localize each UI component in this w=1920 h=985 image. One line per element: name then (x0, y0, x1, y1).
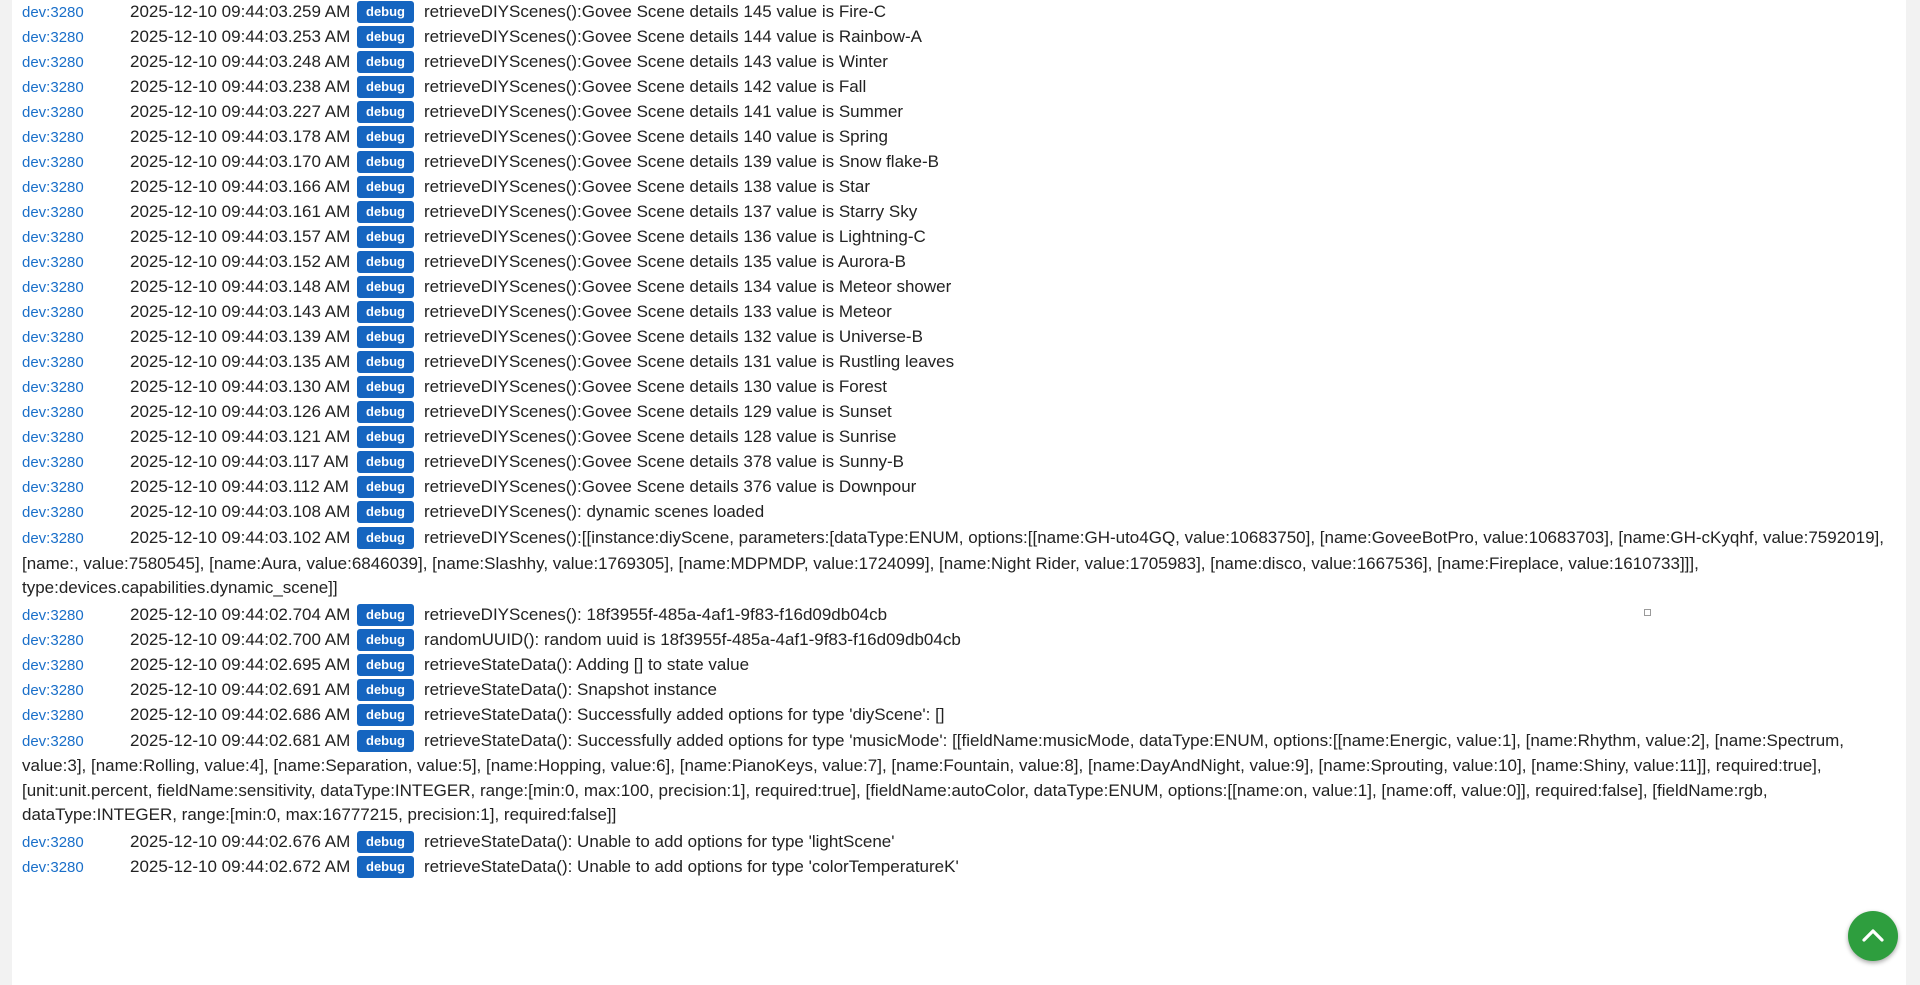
log-timestamp: 2025-12-10 09:44:02.704 AM (130, 604, 351, 624)
log-row (12, 400, 1906, 425)
log-message: retrieveDIYScenes():Govee Scene details 141 value is Summer (424, 102, 904, 121)
log-timestamp: 2025-12-10 09:44:03.148 AM (130, 277, 351, 296)
log-message: retrieveDIYScenes():[[instance:diyScene, parameters:[dataType:ENUM, options:[[name:GH-uto4GQ, value:10683750], [name:GoveeBotPro, value:10683703], [name:GH-cKyqhf, value:7592019], [name:, value:7580545], [name:Aura, value:6846039], [name:Slashhy, value:1769305], [name:MDPMDP, value:1724099], [name:Night Rider, value:1705983], [name:disco, value:1667536], [name:Fireplace, value:1610733]]], type:devices.capabilities.dynamic_scene]] (22, 528, 1884, 597)
log-level-badge: debug (357, 176, 414, 198)
log-source-link[interactable]: dev:3280 (22, 29, 84, 46)
log-source-link[interactable]: dev:3280 (22, 656, 84, 674)
log-row (12, 300, 1906, 325)
log-timestamp: 2025-12-10 09:44:03.102 AM (130, 528, 351, 547)
log-message: retrieveStateData(): Snapshot instance (424, 679, 717, 699)
log-level-badge: debug (357, 451, 414, 473)
log-message: retrieveDIYScenes():Govee Scene details 137 value is Starry Sky (424, 202, 918, 221)
log-source-link[interactable]: dev:3280 (22, 858, 84, 876)
log-level-badge: debug (357, 1, 414, 23)
log-timestamp: 2025-12-10 09:44:03.126 AM (130, 402, 351, 421)
log-source-link[interactable]: dev:3280 (22, 4, 84, 21)
log-timestamp: 2025-12-10 09:44:03.227 AM (130, 102, 351, 121)
log-list (12, 0, 1906, 880)
log-source-link[interactable]: dev:3280 (22, 204, 84, 221)
log-message: retrieveDIYScenes():Govee Scene details 128 value is Sunrise (424, 427, 897, 446)
log-message: retrieveDIYScenes():Govee Scene details 143 value is Winter (424, 52, 888, 71)
log-timestamp: 2025-12-10 09:44:02.681 AM (130, 730, 351, 750)
log-row (12, 275, 1906, 300)
log-level-badge: debug (357, 76, 414, 98)
log-level-badge: debug (357, 401, 414, 423)
log-level-badge: debug (357, 501, 414, 523)
log-source-link[interactable]: dev:3280 (22, 329, 84, 346)
log-source-link[interactable]: dev:3280 (22, 379, 84, 396)
log-row (12, 425, 1906, 450)
log-row (12, 475, 1906, 500)
log-row (12, 628, 1906, 653)
log-row (12, 350, 1906, 375)
scroll-to-top-button[interactable] (1848, 911, 1898, 961)
log-timestamp: 2025-12-10 09:44:03.143 AM (130, 302, 351, 321)
log-row (12, 728, 1906, 830)
log-source-link[interactable]: dev:3280 (22, 454, 84, 471)
log-source-link[interactable]: dev:3280 (22, 229, 84, 246)
log-level-badge: debug (357, 704, 414, 726)
log-source-link[interactable]: dev:3280 (22, 354, 84, 371)
log-timestamp: 2025-12-10 09:44:03.117 AM (130, 452, 349, 471)
log-source-link[interactable]: dev:3280 (22, 429, 84, 446)
log-level-badge: debug (357, 251, 414, 273)
log-source-link[interactable]: dev:3280 (22, 833, 84, 851)
log-timestamp: 2025-12-10 09:44:03.248 AM (130, 52, 351, 71)
log-source-link[interactable]: dev:3280 (22, 631, 84, 649)
log-message: retrieveDIYScenes():Govee Scene details 142 value is Fall (424, 77, 867, 96)
log-row (12, 500, 1906, 525)
log-level-badge: debug (357, 604, 414, 626)
log-source-link[interactable]: dev:3280 (22, 706, 84, 724)
log-row (12, 50, 1906, 75)
log-timestamp: 2025-12-10 09:44:03.121 AM (130, 427, 351, 446)
log-message: retrieveDIYScenes():Govee Scene details 378 value is Sunny-B (424, 452, 905, 471)
log-message: retrieveDIYScenes(): dynamic scenes loaded (424, 502, 765, 521)
log-level-badge: debug (357, 351, 414, 373)
log-level-badge: debug (357, 151, 414, 173)
log-timestamp: 2025-12-10 09:44:02.695 AM (130, 654, 351, 674)
log-row (12, 678, 1906, 703)
log-source-link[interactable]: dev:3280 (22, 304, 84, 321)
log-row (12, 125, 1906, 150)
log-message: retrieveDIYScenes():Govee Scene details 133 value is Meteor (424, 302, 892, 321)
log-source-link[interactable]: dev:3280 (22, 104, 84, 121)
log-timestamp: 2025-12-10 09:44:02.686 AM (130, 704, 351, 724)
log-message: retrieveDIYScenes():Govee Scene details 131 value is Rustling leaves (424, 352, 955, 371)
log-timestamp: 2025-12-10 09:44:03.130 AM (130, 377, 351, 396)
log-timestamp: 2025-12-10 09:44:02.700 AM (130, 629, 351, 649)
log-level-badge: debug (357, 101, 414, 123)
log-row (12, 830, 1906, 855)
log-timestamp: 2025-12-10 09:44:03.178 AM (130, 127, 351, 146)
log-message: retrieveDIYScenes():Govee Scene details 129 value is Sunset (424, 402, 892, 421)
log-row (12, 603, 1906, 628)
log-source-link[interactable]: dev:3280 (22, 404, 84, 421)
log-timestamp: 2025-12-10 09:44:03.166 AM (130, 177, 351, 196)
log-source-link[interactable]: dev:3280 (22, 279, 84, 296)
log-source-link[interactable]: dev:3280 (22, 179, 84, 196)
log-level-badge: debug (357, 326, 414, 348)
log-level-badge: debug (357, 679, 414, 701)
log-row (12, 175, 1906, 200)
log-timestamp: 2025-12-10 09:44:03.135 AM (130, 352, 351, 371)
log-row (12, 225, 1906, 250)
log-timestamp: 2025-12-10 09:44:03.238 AM (130, 77, 351, 96)
log-level-badge: debug (357, 831, 414, 853)
log-timestamp: 2025-12-10 09:44:03.139 AM (130, 327, 351, 346)
log-level-badge: debug (357, 201, 414, 223)
log-message: retrieveDIYScenes():Govee Scene details 136 value is Lightning-C (424, 227, 926, 246)
log-level-badge: debug (357, 527, 414, 549)
log-row (12, 200, 1906, 225)
log-message: retrieveDIYScenes():Govee Scene details 376 value is Downpour (424, 477, 917, 496)
log-level-badge: debug (357, 629, 414, 651)
log-row (12, 450, 1906, 475)
log-level-badge: debug (357, 654, 414, 676)
log-message: retrieveDIYScenes():Govee Scene details 135 value is Aurora-B (424, 252, 906, 271)
log-message: retrieveStateData(): Successfully added options for type 'musicMode': [[fieldName:musicMode, dataType:ENUM, options:[[name:Energic, value:1], [name:Rhythm, value:2], [name:Spectrum, value:3], [name:Rolling, value:4], [name:Separation, value:5], [name:Hopping, value:6], [name:PianoKeys, value:7], [name:Fountain, value:8], [name:DayAndNight, value:9], [name:Sprouting, value:10], [name:Shiny, value:11]], required:true], [unit:unit.percent, fieldName:sensitivity, dataType:INTEGER, range:[min:0, max:100, precision:1], required:true], [fieldName:autoColor, dataType:ENUM, options:[[name:on, value:1], [name:off, value:0]], required:false], [fieldName:rgb, dataType:INTEGER, range:[min:0, max:16777215, precision:1], required:false]] (22, 730, 1845, 824)
log-row (12, 150, 1906, 175)
log-message: retrieveDIYScenes():Govee Scene details 145 value is Fire-C (424, 2, 887, 21)
log-source-link[interactable]: dev:3280 (22, 254, 84, 271)
log-row (12, 250, 1906, 275)
log-level-badge: debug (357, 476, 414, 498)
log-message: retrieveStateData(): Adding [] to state value (424, 654, 750, 674)
log-message: retrieveStateData(): Successfully added options for type 'diyScene': [] (424, 704, 945, 724)
log-timestamp: 2025-12-10 09:44:02.676 AM (130, 831, 351, 851)
log-timestamp: 2025-12-10 09:44:03.161 AM (130, 202, 351, 221)
log-row (12, 525, 1906, 603)
log-level-badge: debug (357, 730, 414, 752)
log-row (12, 653, 1906, 678)
log-row (12, 703, 1906, 728)
log-timestamp: 2025-12-10 09:44:03.259 AM (130, 2, 351, 21)
log-level-badge: debug (357, 856, 414, 878)
log-source-link[interactable]: dev:3280 (22, 504, 84, 521)
log-source-link[interactable]: dev:3280 (22, 79, 84, 96)
log-source-link[interactable]: dev:3280 (22, 154, 84, 171)
log-message: randomUUID(): random uuid is 18f3955f-485a-4af1-9f83-f16d09db04cb (424, 629, 961, 649)
log-message: retrieveDIYScenes():Govee Scene details 134 value is Meteor shower (424, 277, 952, 296)
log-timestamp: 2025-12-10 09:44:03.253 AM (130, 27, 351, 46)
log-timestamp: 2025-12-10 09:44:02.672 AM (130, 856, 351, 876)
log-message: retrieveDIYScenes():Govee Scene details 132 value is Universe-B (424, 327, 923, 346)
log-timestamp: 2025-12-10 09:44:03.157 AM (130, 227, 351, 246)
log-row (12, 25, 1906, 50)
log-level-badge: debug (357, 426, 414, 448)
log-row (12, 855, 1906, 880)
log-timestamp: 2025-12-10 09:44:03.170 AM (130, 152, 351, 171)
log-row (12, 75, 1906, 100)
log-source-link[interactable]: dev:3280 (22, 732, 84, 750)
log-message: retrieveDIYScenes():Govee Scene details 139 value is Snow flake-B (424, 152, 939, 171)
log-timestamp: 2025-12-10 09:44:03.112 AM (130, 477, 349, 496)
log-source-link[interactable]: dev:3280 (22, 681, 84, 699)
log-message: retrieveDIYScenes():Govee Scene details 144 value is Rainbow-A (424, 27, 922, 46)
log-source-link[interactable]: dev:3280 (22, 129, 84, 146)
log-level-badge: debug (357, 51, 414, 73)
log-message: retrieveStateData(): Unable to add options for type 'colorTemperatureK' (424, 856, 959, 876)
log-message: retrieveDIYScenes():Govee Scene details 130 value is Forest (424, 377, 888, 396)
log-source-link[interactable]: dev:3280 (22, 54, 84, 71)
log-source-link[interactable]: dev:3280 (22, 606, 84, 624)
log-row (12, 375, 1906, 400)
log-timestamp: 2025-12-10 09:44:03.152 AM (130, 252, 351, 271)
log-timestamp: 2025-12-10 09:44:03.108 AM (130, 502, 351, 521)
mouse-cursor-icon (1644, 603, 1651, 610)
log-level-badge: debug (357, 376, 414, 398)
log-message: retrieveDIYScenes():Govee Scene details 140 value is Spring (424, 127, 888, 146)
log-message: retrieveDIYScenes():Govee Scene details 138 value is Star (424, 177, 871, 196)
log-level-badge: debug (357, 301, 414, 323)
log-level-badge: debug (357, 26, 414, 48)
log-row (12, 0, 1906, 25)
log-source-link[interactable]: dev:3280 (22, 530, 84, 547)
log-level-badge: debug (357, 226, 414, 248)
log-row (12, 325, 1906, 350)
log-timestamp: 2025-12-10 09:44:02.691 AM (130, 679, 351, 699)
log-message: retrieveDIYScenes(): 18f3955f-485a-4af1-9f83-f16d09db04cb (424, 604, 888, 624)
log-level-badge: debug (357, 126, 414, 148)
log-row (12, 100, 1906, 125)
chevron-up-icon (1859, 922, 1887, 950)
log-source-link[interactable]: dev:3280 (22, 479, 84, 496)
log-level-badge: debug (357, 276, 414, 298)
log-message: retrieveStateData(): Unable to add options for type 'lightScene' (424, 831, 895, 851)
log-panel (12, 0, 1906, 985)
